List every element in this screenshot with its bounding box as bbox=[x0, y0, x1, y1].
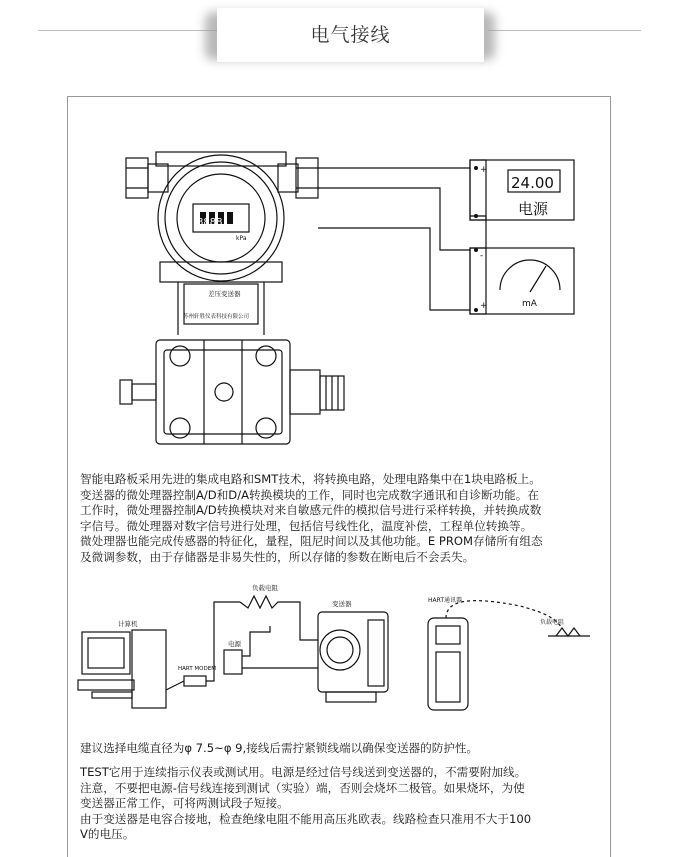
power-source-label: 电源 bbox=[228, 640, 241, 648]
hart-modem-box bbox=[184, 676, 206, 686]
load-resistor-label: 负载电阻 bbox=[252, 584, 278, 592]
meter-minus-terminal: - bbox=[480, 251, 484, 261]
nameplate-company: 苏州轩胜仪表科技有限公司 bbox=[183, 314, 250, 320]
ammeter-scale bbox=[500, 260, 560, 290]
computer-drawing bbox=[78, 630, 166, 708]
power-supply-reading: 24.00 bbox=[511, 174, 554, 192]
description-paragraph bbox=[80, 472, 600, 565]
description-line: 智能电路板采用先进的集成电路和SMT技术，将转换电路，处理电路集中在1块电路板上。 bbox=[80, 472, 541, 486]
hart-communicator-drawing bbox=[428, 601, 590, 710]
notes-line: 由于变送器是电容合接地，检查绝缘电阻不能用高压兆欧表。线路检查只准用不大于100 bbox=[80, 811, 532, 826]
cable-note-text: 建议选择电缆直径为φ 7.5~φ 9,接线后需拧紧锁线端以确保变送器的防护性。 bbox=[80, 741, 479, 755]
description-line: 变送器的微处理器控制A/D和D/A转换模块的工作，同时也完成数字通讯和自诊断功能。在 bbox=[80, 487, 539, 502]
notes-line: V的电压。 bbox=[80, 827, 135, 841]
cable-note bbox=[80, 741, 600, 757]
hart-modem-label: HART MODEM bbox=[178, 666, 216, 672]
description-line: 微处理器也能完成传感器的特征化，量程，阻尼时间以及其他功能。E PROM存储所有组态 bbox=[80, 534, 543, 548]
transmitter-head-drawing bbox=[318, 612, 388, 702]
load-resistor-symbol bbox=[240, 596, 318, 640]
power-supply-label: 电源 bbox=[518, 200, 549, 218]
notes-line: 注意，不要把电源-信号线连接到测试（实验）端，否则会烧坏二极管。如果烧坏，为使 bbox=[80, 780, 525, 795]
ammeter-unit: mA bbox=[522, 299, 537, 309]
hart-communicator-label: HART通讯器 bbox=[428, 597, 463, 604]
load-resistor-label-2: 负载电阻 bbox=[540, 619, 565, 626]
nameplate-model: 差压变送器 bbox=[208, 290, 241, 298]
power-minus-terminal: - bbox=[480, 211, 484, 221]
notes-paragraph bbox=[80, 765, 600, 843]
lcd-reading: 8888 bbox=[197, 217, 223, 228]
meter-plus-terminal: + bbox=[480, 301, 488, 311]
page-title: 电气接线 bbox=[217, 8, 484, 62]
computer-label: 计算机 bbox=[118, 620, 138, 628]
transmitter-label: 变送器 bbox=[332, 600, 352, 608]
transmitter-drawing bbox=[120, 152, 344, 444]
notes-line: TEST它用于连续指示仪表或测试用。电源是经过信号线送到变送器的，不需要附加线。 bbox=[80, 765, 527, 779]
description-line: 及微调参数，由于存储器是非易失性的，所以存储的参数在断电后不会丢失。 bbox=[80, 549, 475, 564]
power-plus-terminal: + bbox=[480, 165, 488, 175]
ammeter-needle bbox=[530, 266, 546, 292]
description-line: 工作时，微处理器控制A/D转换模块对来自敏感元件的模拟信号进行采样转换，并转换成数 bbox=[80, 503, 542, 517]
description-line: 字信号。微处理器对数字信号进行处理，包括信号线性化，温度补偿，工程单位转换等。 bbox=[80, 518, 533, 533]
notes-line: 变送器正常工作，可将两测试段子短接。 bbox=[80, 796, 289, 810]
lcd-unit: kPa bbox=[236, 235, 247, 242]
